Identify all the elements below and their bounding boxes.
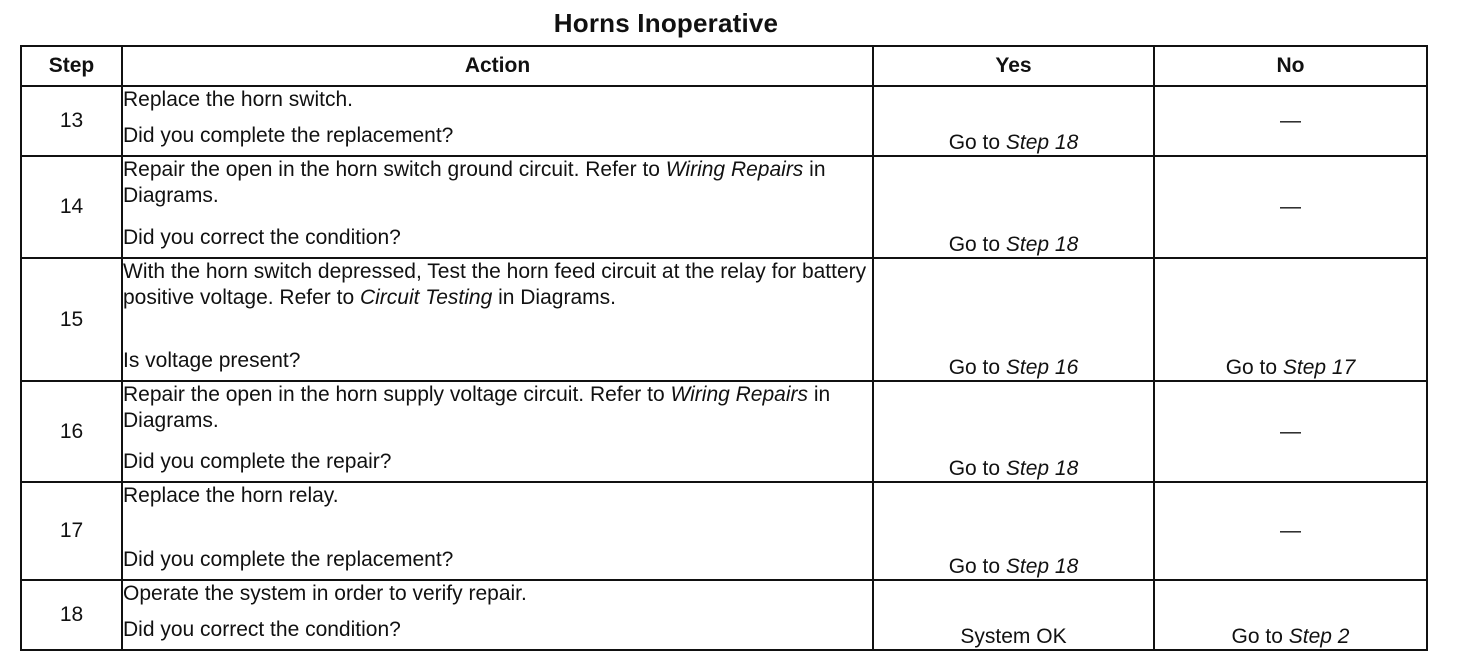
action-text: Operate the system in order to verify repair. (123, 582, 527, 605)
yes-result-text: Go to (948, 555, 1006, 578)
action-question: Did you correct the condition? (123, 618, 401, 641)
action-text: Replace the horn switch. (123, 88, 353, 111)
action-question: Is voltage present? (123, 349, 301, 372)
action-cell (122, 258, 873, 381)
action-cell (122, 580, 873, 650)
step-number: 14 (21, 156, 122, 258)
no-result-step-ref: Step 2 (1288, 625, 1350, 648)
yes-result-step-ref: Step 18 (1005, 555, 1079, 578)
action-description (123, 382, 872, 434)
header-step: Step (21, 46, 122, 86)
table-row (21, 86, 1427, 156)
action-description (123, 483, 872, 509)
action-question: Did you complete the replacement? (123, 548, 454, 571)
yes-result (873, 86, 1154, 156)
action-description (123, 581, 872, 607)
step-number: 16 (21, 381, 122, 482)
no-result-text: — (1280, 109, 1301, 132)
action-text: in Diagrams. (123, 158, 826, 207)
no-result-text: Go to (1225, 356, 1283, 379)
action-text: Repair the open in the horn supply voltage circuit. Refer to (123, 383, 671, 406)
no-result (1154, 381, 1427, 482)
step-number: 17 (21, 482, 122, 580)
action-text: With the horn switch depressed, Test the horn feed circuit at the relay for battery positive voltage. Refer to (123, 260, 867, 309)
no-result (1154, 156, 1427, 258)
page-title: Horns Inoperative (553, 8, 779, 38)
action-cell (122, 156, 873, 258)
no-result-text: — (1280, 419, 1301, 443)
table-row (21, 381, 1427, 482)
table-row (21, 156, 1427, 258)
action-text: Repair the open in the horn switch ground circuit. Refer to (123, 158, 666, 181)
action-text: in Diagrams. (492, 286, 616, 309)
yes-result-text: Go to (948, 233, 1006, 256)
diagnostic-table (20, 45, 1428, 651)
yes-result-step-ref: Step 18 (1005, 233, 1079, 256)
yes-result (873, 381, 1154, 482)
header-action: Action (122, 46, 873, 86)
yes-result-text: Go to (948, 131, 1006, 154)
action-description (123, 157, 872, 209)
step-number: 15 (21, 258, 122, 381)
reference-link-text: Wiring Repairs (665, 158, 804, 181)
yes-result-text: Go to (948, 356, 1006, 379)
no-result-text: — (1280, 195, 1301, 218)
table-row (21, 258, 1427, 381)
table-row (21, 580, 1427, 650)
header-row (21, 46, 1427, 86)
action-cell (122, 86, 873, 156)
yes-result (873, 156, 1154, 258)
no-result-text: — (1280, 519, 1301, 542)
yes-result-text: Go to (948, 457, 1006, 480)
no-result (1154, 482, 1427, 580)
no-result (1154, 86, 1427, 156)
action-question: Did you complete the repair? (123, 450, 392, 473)
step-number: 18 (21, 580, 122, 650)
reference-link-text: Wiring Repairs (670, 383, 808, 406)
table-row (21, 482, 1427, 580)
no-result (1154, 580, 1427, 650)
action-description (123, 259, 872, 311)
no-result (1154, 258, 1427, 381)
no-result-text: Go to (1231, 625, 1289, 648)
action-cell (122, 381, 873, 482)
header-no: No (1154, 46, 1427, 86)
header-yes: Yes (873, 46, 1154, 86)
action-text: in Diagrams. (123, 383, 831, 432)
yes-result-step-ref: Step 16 (1005, 356, 1079, 379)
action-description (123, 87, 872, 113)
yes-result (873, 580, 1154, 650)
no-result-step-ref: Step 17 (1282, 356, 1356, 379)
action-question: Did you correct the condition? (123, 226, 401, 249)
action-text: Replace the horn relay. (123, 484, 339, 507)
action-cell (122, 482, 873, 580)
yes-result (873, 258, 1154, 381)
action-question: Did you complete the replacement? (123, 124, 454, 147)
yes-result-step-ref: Step 18 (1005, 457, 1079, 480)
yes-result-step-ref: Step 18 (1005, 131, 1079, 154)
yes-result-text: System OK (960, 625, 1067, 648)
step-number: 13 (21, 86, 122, 156)
reference-link-text: Circuit Testing (359, 286, 493, 309)
yes-result (873, 482, 1154, 580)
